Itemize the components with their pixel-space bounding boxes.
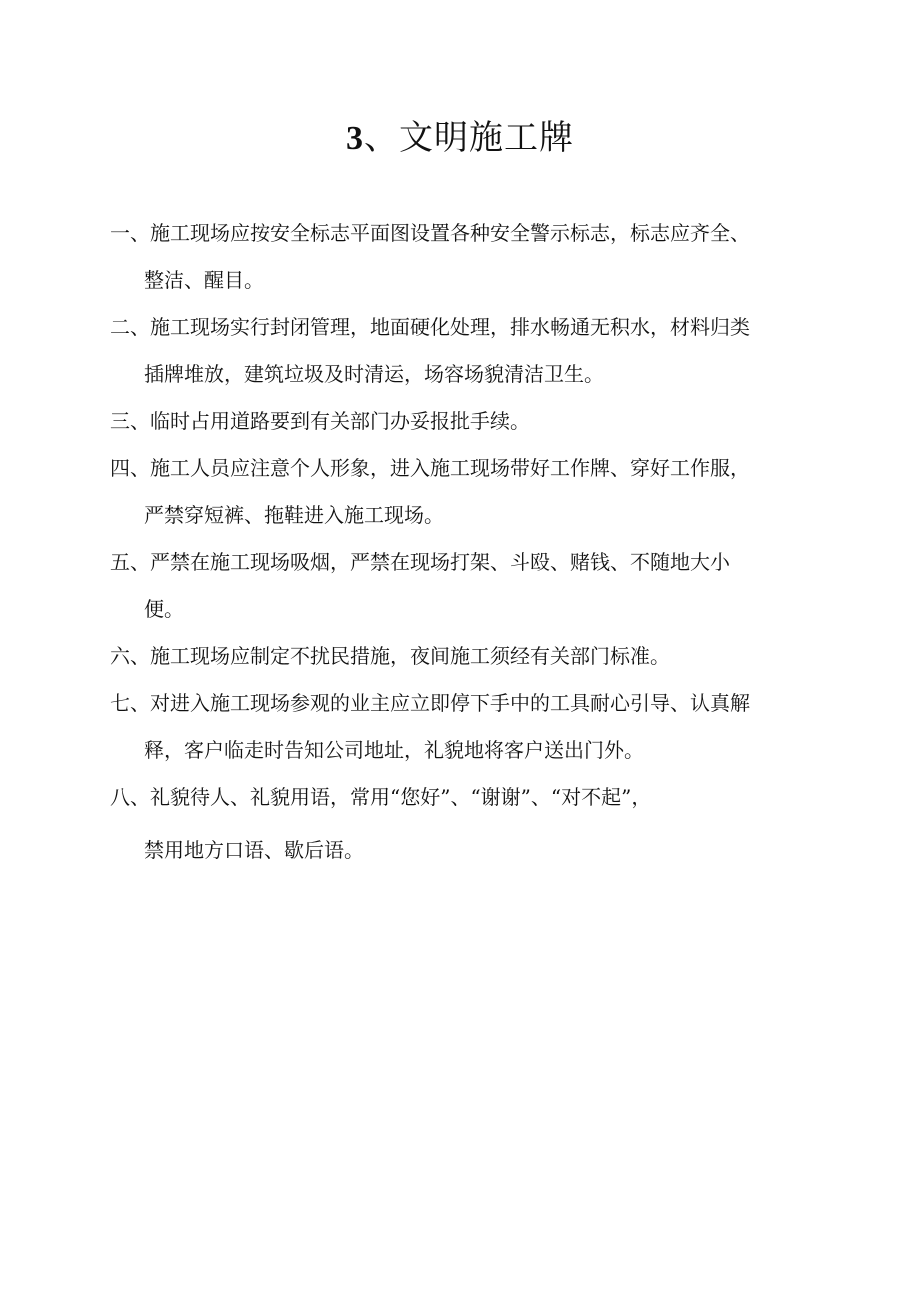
rule-line: 七、对进入施工现场参观的业主应立即停下手中的工具耐心引导、认真解 <box>110 691 750 715</box>
rule-item <box>110 304 830 398</box>
rule-line: 五、严禁在施工现场吸烟，严禁在现场打架、斗殴、赌钱、不随地大小 <box>110 550 730 574</box>
rule-line: 释，客户临走时告知公司地址，礼貌地将客户送出门外。 <box>144 738 644 762</box>
rule-item <box>110 445 830 539</box>
rule-item <box>110 774 830 874</box>
rule-item <box>110 680 830 774</box>
rule-item <box>110 539 830 633</box>
rule-line: 四、施工人员应注意个人形象，进入施工现场带好工作牌、穿好工作服， <box>110 456 750 480</box>
rule-line: 整洁、醒目。 <box>144 268 264 292</box>
rule-item <box>110 210 830 304</box>
rule-line: 八、礼貌待人、礼貌用语，常用“您好”、“谢谢”、“对不起”， <box>110 785 652 809</box>
rule-line: 禁用地方口语、歇后语。 <box>144 838 364 862</box>
rules-list <box>110 210 830 874</box>
rule-line: 一、施工现场应按安全标志平面图设置各种安全警示标志，标志应齐全、 <box>110 221 750 245</box>
title-text: 、文明施工牌 <box>364 118 574 158</box>
rule-item <box>110 633 830 680</box>
rule-line: 插牌堆放，建筑垃圾及时清运，场容场貌清洁卫生。 <box>144 362 604 386</box>
rule-line: 六、施工现场应制定不扰民措施，夜间施工须经有关部门标准。 <box>110 644 670 668</box>
rule-line: 二、施工现场实行封闭管理，地面硬化处理，排水畅通无积水，材料归类 <box>110 315 750 339</box>
rule-item <box>110 398 830 445</box>
page-title <box>0 108 920 169</box>
rule-line: 便。 <box>144 597 184 621</box>
title-number: 3 <box>346 120 364 157</box>
rule-line: 严禁穿短裤、拖鞋进入施工现场。 <box>144 503 444 527</box>
rule-line: 三、临时占用道路要到有关部门办妥报批手续。 <box>110 409 530 433</box>
